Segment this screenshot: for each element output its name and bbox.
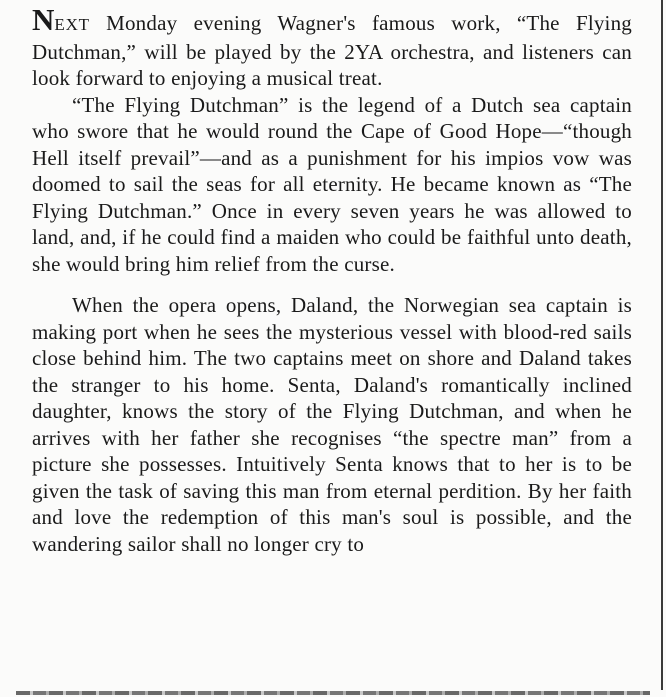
column-rule-bottom [16, 691, 650, 695]
paragraph-legend: “The Flying Dutchman” is the legend of a Dutch sea captain who swore that he would round the Cape of Good Hope—“though Hell itself prevail”—and as a punishment for his impios vow was doomed to sail the seas for all eternity. He became known as “The Flying Dutchman.” Once in every seven years he was allowed to land, and, if he could find a maiden who could be faithful unto death, she would bring him relief from the curse. [32, 92, 632, 276]
paragraph-intro [32, 2, 632, 92]
article-body [32, 2, 632, 557]
drop-cap: N [32, 2, 55, 37]
paragraph-opera-plot: When the opera opens, Daland, the Norwegian sea captain is making port when he sees the mysterious vessel with blood-red sails close behind him. The two captains meet on shore and Daland takes the stranger to his home. Senta, Daland's romantically inclined daughter, knows the story of the Flying Dutchman, and when he arrives with her father she recognises “the spectre man” from a picture she possesses. Intuitively Senta knows that to her is to be given the task of saving this man from eternal perdition. By her faith and love the redemption of this man's soul is possible, and the wandering sailor shall no longer cry to [32, 293, 632, 556]
small-caps-lead: EXT [54, 15, 90, 34]
column-rule-right [661, 0, 663, 690]
paragraph-intro-text: Monday evening Wagner's famous work, “The Flying Dutchman,” will be played by the 2YA orchestra, and listeners can look forward to enjoying a musical treat. [32, 11, 632, 90]
